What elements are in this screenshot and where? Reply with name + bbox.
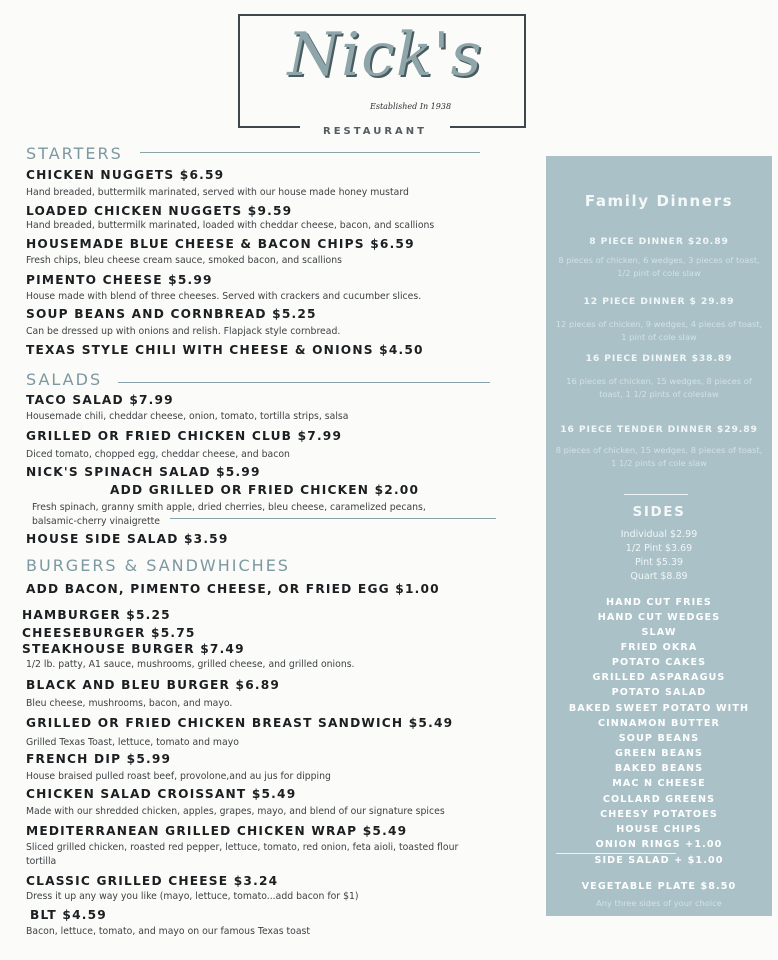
menu-item-name: HOUSE SIDE SALAD $3.59: [26, 532, 229, 546]
menu-item-name: CHICKEN NUGGETS $6.59: [26, 168, 225, 182]
menu-item-name: BLT $4.59: [30, 908, 107, 922]
menu-item-desc: House made with blend of three cheeses. Served with crackers and cucumber slices.: [26, 291, 422, 302]
side-item: COLLARD GREENS: [602, 794, 716, 805]
menu-item-name: NICK'S SPINACH SALAD $5.99: [26, 465, 261, 479]
starters-heading: STARTERS: [26, 144, 123, 163]
menu-item-name: GRILLED OR FRIED CHICKEN BREAST SANDWICH $5.49: [26, 716, 454, 730]
side-item: MAC N CHEESE: [612, 778, 706, 789]
menu-item-desc: tortilla: [26, 856, 57, 867]
side-item: BAKED SWEET POTATO WITH: [568, 703, 750, 714]
side-item: BAKED BEANS: [614, 763, 704, 774]
side-item: SOUP BEANS: [618, 733, 700, 744]
menu-item-desc: House braised pulled roast beef, provolone,and au jus for dipping: [26, 771, 331, 782]
menu-item-name: TEXAS STYLE CHILI WITH CHEESE & ONIONS $4.50: [26, 343, 424, 357]
menu-item-desc: balsamic-cherry vinaigrette: [32, 516, 160, 527]
side-item: POTATO CAKES: [611, 657, 707, 668]
family-dinner-desc: 8 pieces of chicken, 15 wedges, 8 pieces of toast, 1 1/2 pints of cole slaw: [555, 445, 763, 468]
menu-item-name: SOUP BEANS AND CORNBREAD $5.25: [26, 307, 317, 321]
menu-item-desc: Fresh chips, bleu cheese cream sauce, smoked bacon, and scallions: [26, 255, 342, 266]
side-item: GRILLED ASPARAGUS: [592, 672, 726, 683]
family-dinner-name: 16 PIECE DINNER $38.89: [585, 353, 733, 364]
side-item: GREEN BEANS: [614, 748, 704, 759]
sides-price: Pint $5.39: [634, 557, 684, 568]
menu-item-name: MEDITERRANEAN GRILLED CHICKEN WRAP $5.49: [26, 824, 408, 838]
menu-item-desc: Diced tomato, chopped egg, cheddar cheese, and bacon: [26, 449, 290, 460]
family-dinners-heading: Family Dinners: [584, 192, 734, 210]
family-dinner-desc: 16 pieces of chicken, 15 wedges, 8 pieces of toast, 1 1/2 pints of coleslaw: [566, 376, 752, 399]
side-item: HOUSE CHIPS: [616, 824, 702, 835]
menu-item-desc: Bleu cheese, mushrooms, bacon, and mayo.: [26, 698, 233, 709]
family-dinner-name: 8 PIECE DINNER $20.89: [589, 236, 729, 247]
side-item: HAND CUT FRIES: [606, 597, 712, 608]
sides-price: Individual $2.99: [620, 529, 698, 540]
menu-item-desc: Sliced grilled chicken, roasted red pepper, lettuce, tomato, red onion, feta aioli, toasted flour: [26, 842, 459, 853]
menu-item-desc: Dress it up any way you like (mayo, lettuce, tomato...add bacon for $1): [26, 891, 359, 902]
side-item: ONION RINGS +1.00: [595, 839, 723, 850]
salads-rule: [118, 382, 490, 383]
menu-item-name: LOADED CHICKEN NUGGETS $9.59: [26, 204, 293, 218]
sides-rule: [624, 494, 688, 495]
menu-item-name: GRILLED OR FRIED CHICKEN CLUB $7.99: [26, 429, 343, 443]
side-item: CHEESY POTATOES: [600, 809, 718, 820]
family-dinner-desc: 8 pieces of chicken, 6 wedges, 3 pieces of toast, 1/2 pint of cole slaw: [558, 255, 760, 278]
side-item: HAND CUT WEDGES: [597, 612, 721, 623]
vegetable-plate-desc: Any three sides of your choice: [596, 898, 722, 908]
menu-item-name: HAMBURGER $5.25: [22, 608, 171, 622]
menu-item-desc: Hand breaded, buttermilk marinated, served with our house made honey mustard: [26, 187, 409, 198]
family-dinner-desc: 12 pieces of chicken, 9 wedges, 4 pieces of toast, 1 pint of cole slaw: [555, 319, 763, 342]
menu-item-desc: Grilled Texas Toast, lettuce, tomato and mayo: [26, 737, 239, 748]
menu-item-addon: ADD GRILLED OR FRIED CHICKEN $2.00: [110, 483, 420, 497]
menu-item-name: FRENCH DIP $5.99: [26, 752, 172, 766]
burgers-addon: ADD BACON, PIMENTO CHEESE, OR FRIED EGG $1.00: [26, 582, 440, 596]
menu-item-desc: Made with our shredded chicken, apples, grapes, mayo, and blend of our signature spices: [26, 806, 445, 817]
menu-item-desc: Fresh spinach, granny smith apple, dried cherries, bleu cheese, caramelized pecans,: [32, 502, 426, 513]
menu-item-desc: Bacon, lettuce, tomato, and mayo on our famous Texas toast: [26, 926, 311, 937]
menu-item-name: PIMENTO CHEESE $5.99: [26, 273, 213, 287]
menu-item-desc: Can be dressed up with onions and relish. Flapjack style cornbread.: [26, 326, 341, 337]
salads-heading: SALADS: [26, 370, 103, 389]
side-item: FRIED OKRA: [620, 642, 698, 653]
side-item: SIDE SALAD + $1.00: [594, 855, 724, 866]
family-sides-panel: [546, 156, 772, 916]
salads-addon-rule: [170, 518, 496, 519]
logo-established: Established In 1938: [370, 102, 452, 111]
sides-price: 1/2 Pint $3.69: [625, 543, 693, 554]
menu-item-name: CHEESEBURGER $5.75: [22, 626, 196, 640]
menu-item-name: HOUSEMADE BLUE CHEESE & BACON CHIPS $6.59: [26, 237, 415, 251]
menu-item-desc: Hand breaded, buttermilk marinated, loaded with cheddar cheese, bacon, and scallions: [26, 220, 435, 231]
burgers-heading: BURGERS & SANDWHICHES: [26, 556, 290, 575]
side-item: CINNAMON BUTTER: [597, 718, 721, 729]
vegetable-plate: VEGETABLE PLATE $8.50: [581, 881, 737, 892]
family-dinner-name: 16 PIECE TENDER DINNER $29.89: [560, 424, 758, 435]
menu-item-desc: Housemade chili, cheddar cheese, onion, tomato, tortilla strips, salsa: [26, 411, 349, 422]
menu-item-name: TACO SALAD $7.99: [26, 393, 174, 407]
menu-item-name: CHICKEN SALAD CROISSANT $5.49: [26, 787, 297, 801]
side-item: POTATO SALAD: [611, 687, 707, 698]
side-item: SLAW: [641, 627, 677, 638]
sides-divider: [556, 853, 676, 854]
sides-price: Quart $8.89: [630, 571, 688, 582]
logo-subtitle: RESTAURANT: [300, 126, 450, 137]
menu-item-name: CLASSIC GRILLED CHEESE $3.24: [26, 874, 279, 888]
menu-item-name: BLACK AND BLEU BURGER $6.89: [26, 678, 281, 692]
sides-heading: SIDES: [632, 504, 686, 520]
menu-item-desc: 1/2 lb. patty, A1 sauce, mushrooms, grilled cheese, and grilled onions.: [26, 659, 355, 670]
logo-name: Nick's: [287, 20, 483, 90]
family-dinner-name: 12 PIECE DINNER $ 29.89: [583, 296, 735, 307]
menu-item-name: STEAKHOUSE BURGER $7.49: [22, 642, 245, 656]
logo: [238, 14, 526, 128]
starters-rule: [140, 152, 480, 153]
